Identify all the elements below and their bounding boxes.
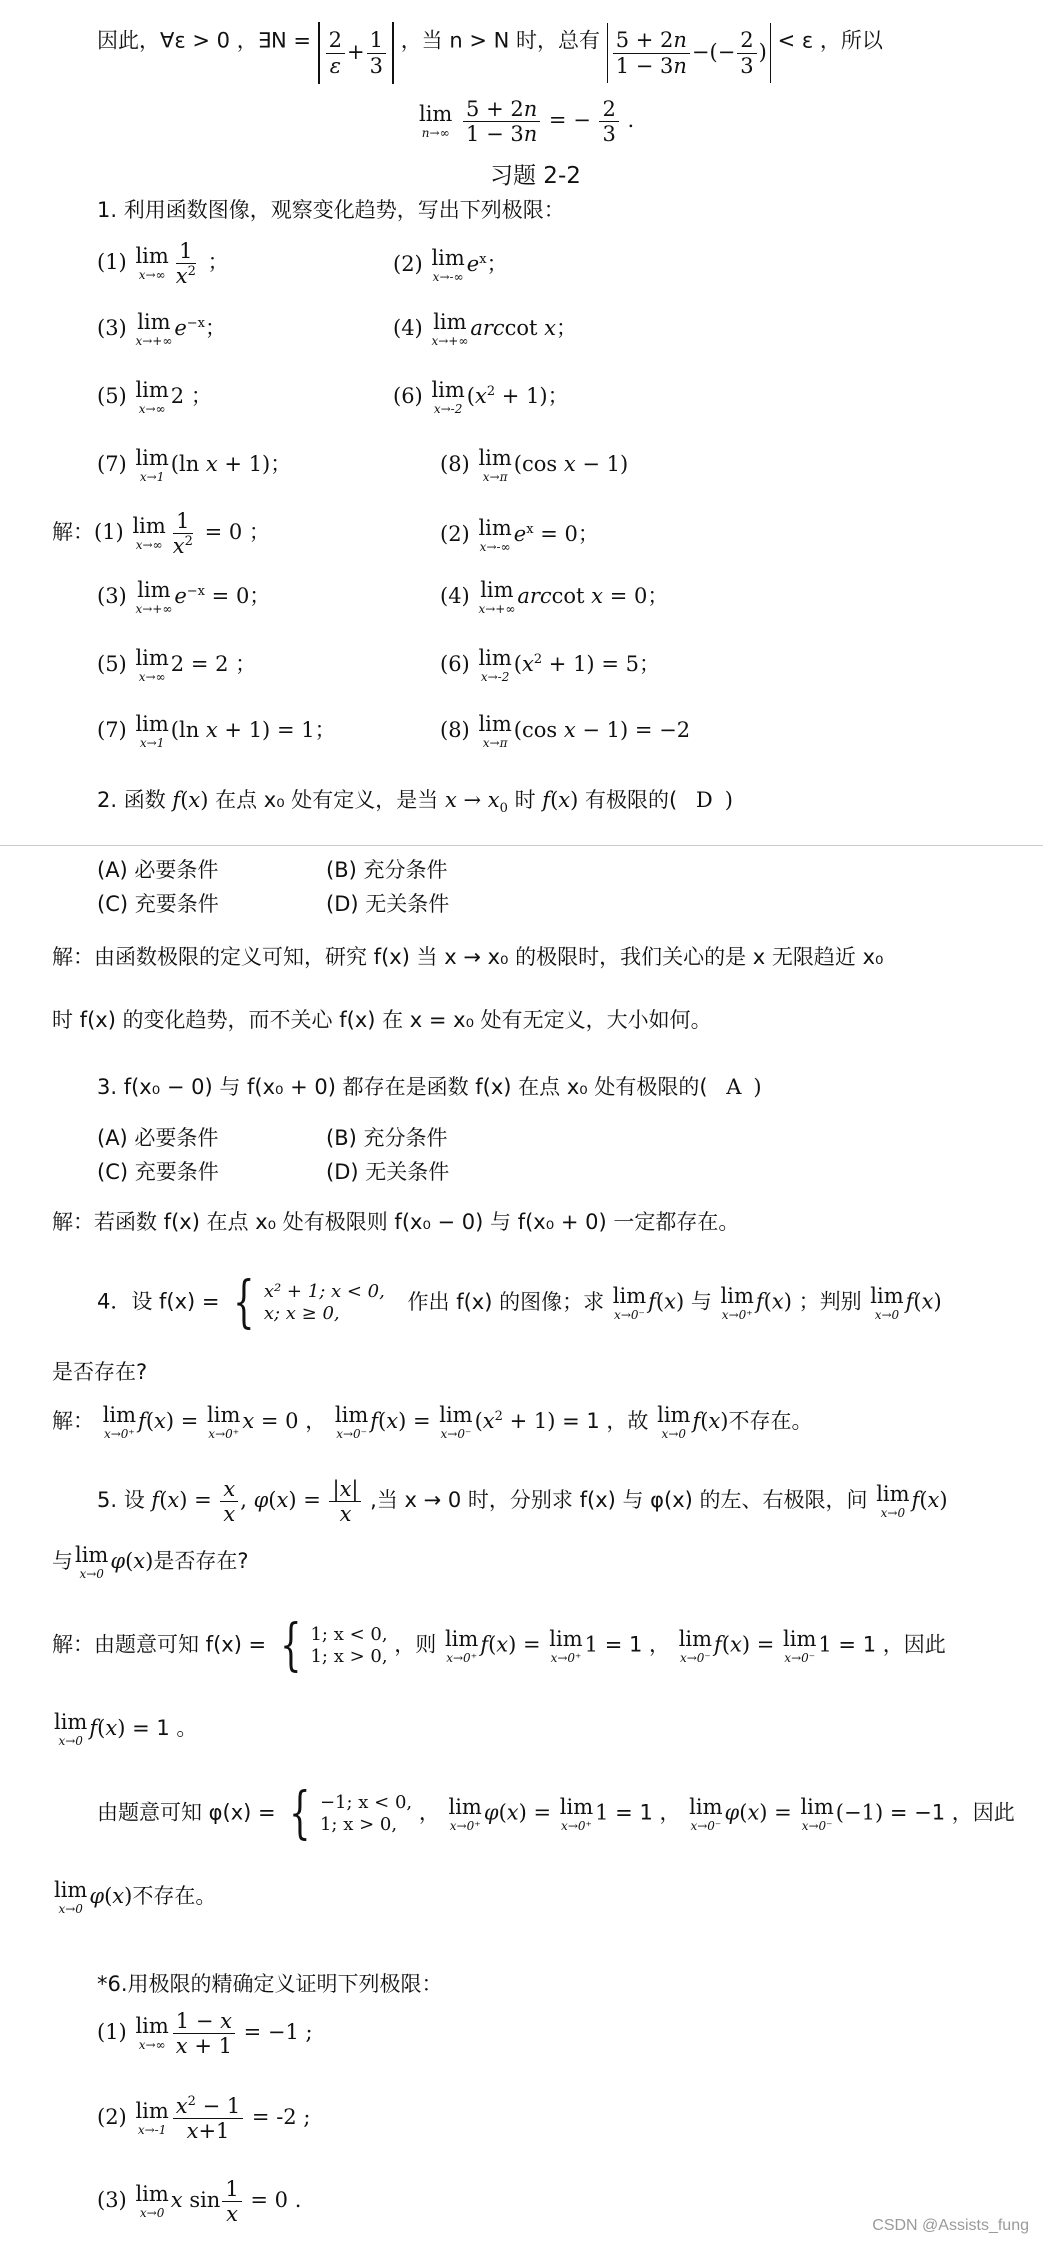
q1-sol-7: (7) lim x→1 (ln x + 1) = 1； [97,712,336,750]
q4-prompt-line-2: 是否存在? [52,1360,148,1384]
q1-prompt: 1. 利用函数图像，观察变化趋势，写出下列极限： [97,198,565,222]
q1-sol-2: (2) lim x→-∞ $e^x = 0$； [440,516,599,554]
q1-item-8: (8) lim x→π (cos x − 1) [440,446,629,484]
intro-line: 因此，∀ε > 0 ，∃N = $\frac{2}{\varepsilon}$ + $\frac{1}{3}$ ，当 n > N 时，总有 $\frac{5 + 2n}{1 - 3n}$ −(− $\frac{2}{3}$ ) < ε ，所以 [97,22,883,84]
q3-option-b: (B) 充分条件 [326,1126,448,1150]
q1-sol-1: 解：(1) lim x→∞ $\frac{1}{x^2}$ = 0 ； [52,509,270,559]
q5-solution-1-line-2: lim x→0 f(x) = 1 。 [54,1710,198,1748]
q2-option-a: (A) 必要条件 [97,858,219,882]
q1-sol-4: (4) lim x→+∞ arccot x = 0； [440,578,669,616]
q3-option-a: (A) 必要条件 [97,1126,219,1150]
q6-item-3: (3) lim x→0 x sin $\frac{1}{x}$ = 0 . [97,2177,302,2227]
q3-solution: 解：若函数 f(x) 在点 x₀ 处有极限则 f(x₀ − 0) 与 f(x₀ + 0) 一定都存在。 [52,1210,740,1234]
q1-sol-8: (8) lim x→π (cos x − 1) = −2 [440,712,691,750]
q1-item-7: (7) lim x→1 (ln x + 1)； [97,446,292,484]
q3-option-d: (D) 无关条件 [326,1160,450,1184]
q5-prompt: 5. 设 f(x) = $\frac{x}{x}$ , φ(x) = $\frac{|x|}{x}$ ,当 x → 0 时，分别求 f(x) 与 φ(x) 的左、右极限，问 lim x→0 f(x) [97,1477,948,1527]
q2-answer: D [695,788,713,812]
q1-item-1: (1) lim x→∞ $\frac{1}{x^2}$ ； [97,239,229,289]
q5-solution-2-line-2: lim x→0 φ(x)不存在。 [54,1878,217,1916]
q1-sol-5: (5) lim x→∞ 2 = 2 ； [97,646,257,684]
q5-solution-2: 由题意可知 φ(x) = { −1; x < 0, 1; x > 0, ， lim x→0⁺ φ(x) = lim x→0⁺ 1 = 1 ， lim x→0⁻ φ(x) = lim x→0⁻ (−1) = −1 ，因此 [97,1781,1015,1846]
section-heading: 习题 2-2 [490,163,581,189]
q5-solution-1: 解：由题意可知 f(x) = { 1; x < 0, 1; x > 0, ，则 lim x→0⁺ f(x) = lim x→0⁺ 1 = 1 ， lim x→0⁻ f(x) = lim x→0⁻ 1 = 1 ，因此 [52,1613,946,1678]
q1-sol-3: (3) lim x→+∞ $e^{-x} = 0$； [97,578,271,616]
q4-prompt: 4．设 f(x) = { x² + 1; x < 0, x; x ≥ 0, 作出 f(x) 的图像；求 lim x→0⁻ f(x) 与 lim x→0⁺ f(x) ；判别 lim x→0 f(x) [97,1270,942,1335]
q4-solution: 解： lim x→0⁺ f(x) = lim x→0⁺ x = 0 ， lim x→0⁻ f(x) = lim x→0⁻ $(x^2 + 1) = 1$ ，故 lim x→0 f(x)不存在。 [52,1403,813,1441]
q3-answer: A [726,1075,742,1099]
page-divider [0,845,1043,846]
q2-option-d: (D) 无关条件 [326,892,450,916]
q2-solution-line-2: 时 f(x) 的变化趋势，而不关心 f(x) 在 x = x₀ 处有无定义，大小如何。 [52,1008,712,1032]
q1-item-5: (5) lim x→∞ 2 ； [97,378,212,416]
q2-prompt: 2. 函数 f(x) 在点 x₀ 处有定义，是当 $x \to x_0$ 时 f(x) 有极限的( D ) [97,788,733,817]
watermark: CSDN @Assists_fung [872,2217,1029,2234]
q3-option-c: (C) 充要条件 [97,1160,219,1184]
q1-item-2: (2) lim x→-∞ $e^x$； [393,246,508,284]
q1-item-3: (3) lim x→+∞ $e^{-x}$； [97,310,226,348]
q3-prompt: 3. f(x₀ − 0) 与 f(x₀ + 0) 都存在是函数 f(x) 在点 x₀ 处有极限的( A ) [97,1075,762,1099]
q1-item-6: (6) lim x→-2 $(x^2 + 1)$； [393,378,569,416]
q2-option-b: (B) 充分条件 [326,858,448,882]
intro-result: lim n→∞ $\frac{5 + 2n}{1 - 3n}$ = − $\frac{2}{3}$ . [419,97,635,147]
q1-item-4: (4) lim x→+∞ arccot x； [393,310,578,348]
q5-prompt-line-2: 与 lim x→0 φ(x)是否存在? [52,1543,249,1581]
q2-solution-line-1: 解：由函数极限的定义可知，研究 f(x) 当 x → x₀ 的极限时，我们关心的是 x 无限趋近 x₀ [52,945,884,969]
q2-option-c: (C) 充要条件 [97,892,219,916]
q6-item-1: (1) lim x→∞ $\frac{1 - x}{x + 1}$ = −1 ; [97,2009,313,2059]
q6-prompt: *6.用极限的精确定义证明下列极限： [97,1972,443,1996]
q6-item-2: (2) lim x→-1 $\frac{x^2 - 1}{x+1}$ = -2 ; [97,2094,311,2144]
q1-sol-6: (6) lim x→-2 $(x^2 + 1) = 5$； [440,646,660,684]
